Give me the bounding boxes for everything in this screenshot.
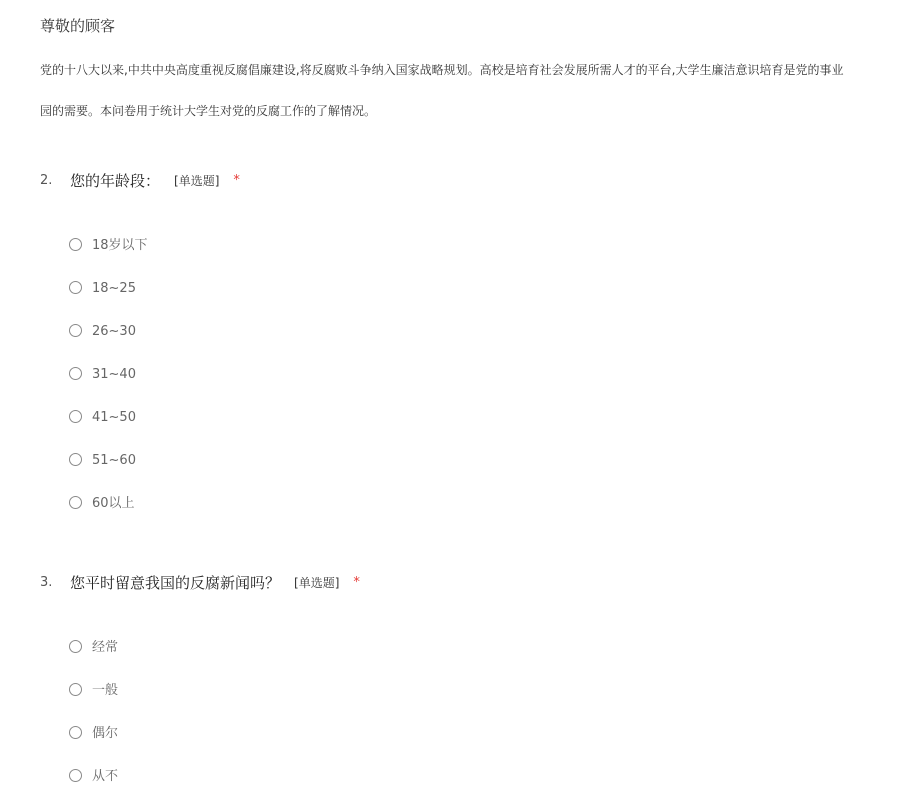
question-title: 您的年龄段： (70, 171, 161, 190)
option-label: 31~40 (92, 367, 136, 382)
survey-greeting: 尊敬的顾客 (40, 17, 116, 35)
option-label: 18岁以下 (92, 238, 148, 253)
option-label: 一般 (92, 683, 119, 698)
radio-button[interactable] (69, 324, 82, 337)
required-mark: * (353, 574, 360, 590)
option-list (69, 639, 118, 811)
question-title: 您平时留意我国的反腐新闻吗？ (70, 573, 281, 592)
option-label: 26~30 (92, 324, 136, 339)
intro-line: 党的十八大以来,中共中央高度重视反腐倡廉建设,将反腐败斗争纳入国家战略规划。高校是培育社会发展所需人才的平台,大学生廉洁意识培育是党的事业 (40, 63, 844, 77)
option-over-60[interactable] (69, 495, 148, 538)
option-label: 60以上 (92, 496, 135, 511)
option-list (69, 237, 148, 538)
intro-line: 园的需要。本问卷用于统计大学生对党的反腐工作的了解情况。 (40, 104, 377, 118)
question-news-attention (40, 570, 880, 784)
radio-button[interactable] (69, 367, 82, 380)
option-never[interactable] (69, 768, 118, 811)
radio-button[interactable] (69, 683, 82, 696)
option-under-18[interactable] (69, 237, 148, 280)
option-label: 经常 (92, 640, 119, 655)
option-label: 偶尔 (92, 726, 119, 741)
option-sometimes[interactable] (69, 682, 118, 725)
option-51-60[interactable] (69, 452, 148, 495)
radio-button[interactable] (69, 496, 82, 509)
option-41-50[interactable] (69, 409, 148, 452)
question-type-label: [单选题] (294, 575, 340, 590)
option-label: 51~60 (92, 453, 136, 468)
option-label: 41~50 (92, 410, 136, 425)
radio-button[interactable] (69, 410, 82, 423)
radio-button[interactable] (69, 453, 82, 466)
radio-button[interactable] (69, 769, 82, 782)
question-type-label: [单选题] (174, 173, 220, 188)
radio-button[interactable] (69, 640, 82, 653)
option-label: 18~25 (92, 281, 136, 296)
option-31-40[interactable] (69, 366, 148, 409)
question-header (40, 168, 880, 192)
radio-button[interactable] (69, 281, 82, 294)
question-number: 2. (40, 172, 53, 188)
question-age (40, 168, 880, 511)
option-occasionally[interactable] (69, 725, 118, 768)
question-header (40, 570, 880, 594)
radio-button[interactable] (69, 238, 82, 251)
option-label: 从不 (92, 769, 119, 784)
option-18-25[interactable] (69, 280, 148, 323)
required-mark: * (233, 172, 240, 188)
survey-intro (40, 50, 900, 132)
question-number: 3. (40, 574, 53, 590)
option-26-30[interactable] (69, 323, 148, 366)
radio-button[interactable] (69, 726, 82, 739)
option-often[interactable] (69, 639, 118, 682)
